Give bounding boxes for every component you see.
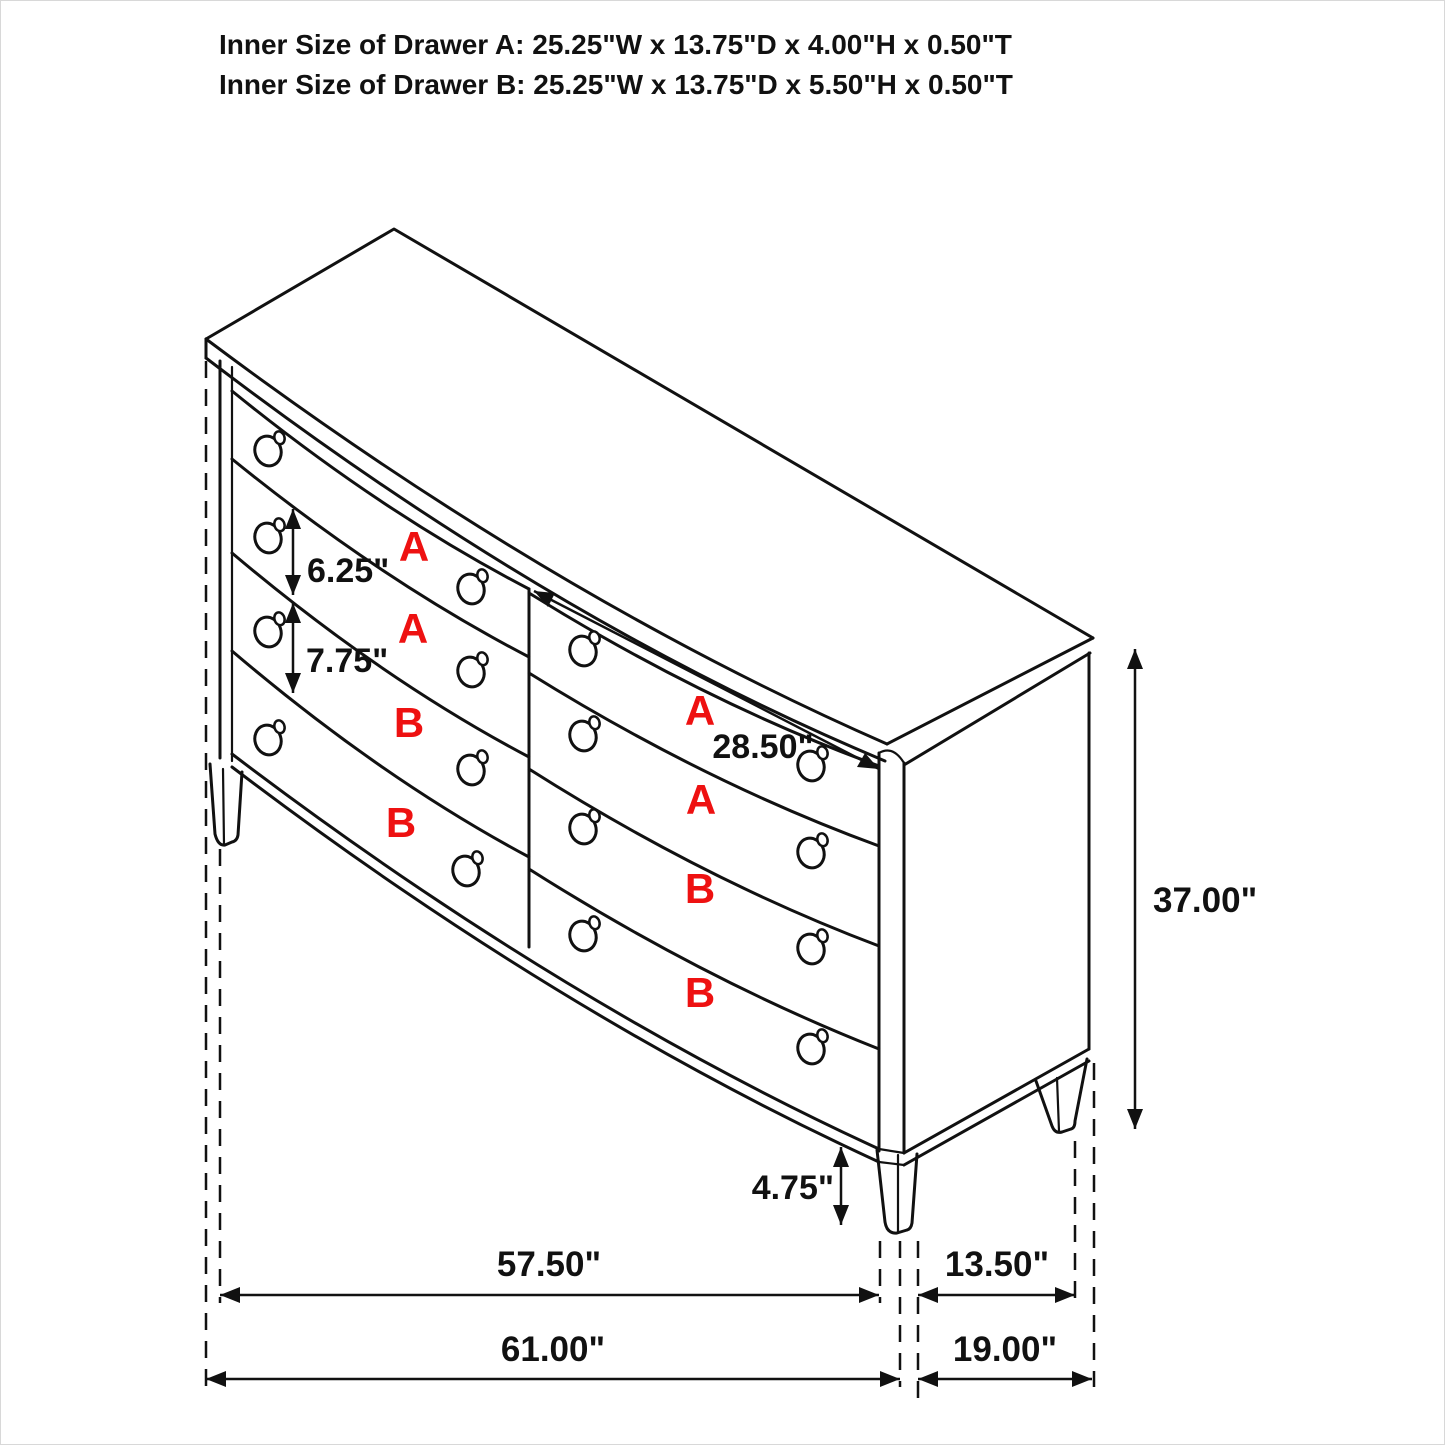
dimension-label: 4.75" (751, 1169, 834, 1207)
drawer-knob (454, 651, 495, 690)
arrowhead-left (918, 1287, 938, 1303)
drawer-knob (449, 850, 490, 889)
arrowhead-up (833, 1147, 849, 1167)
side-panel (904, 653, 1089, 1165)
right-drawer-2-label: A (685, 776, 717, 823)
dresser-top (206, 229, 1093, 765)
arrowhead-left (918, 1371, 938, 1387)
back-right-leg (1036, 1059, 1087, 1132)
arrowhead-right (1055, 1287, 1075, 1303)
arrowhead-right (1072, 1371, 1092, 1387)
drawer-knob (566, 915, 607, 954)
dimension-drawer-b-height (285, 603, 388, 693)
drawer-knob (251, 517, 292, 556)
dimension-leg-height (752, 1147, 849, 1225)
drawer-knob (566, 715, 607, 754)
dresser-dimension-diagram (1, 1, 1445, 1445)
left-drawer-1-label: A (398, 523, 430, 570)
dimension-label: 28.50" (712, 728, 814, 766)
dimension-label: 7.75" (306, 642, 389, 680)
title-line-2: Inner Size of Drawer B: 25.25"W x 13.75"D x 5.50"H x 0.50"T (219, 69, 1013, 100)
left-drawer-3-label: B (393, 699, 425, 746)
arrowhead-left (206, 1371, 226, 1387)
arrowhead-down (1127, 1109, 1143, 1129)
arrowhead-right (880, 1371, 900, 1387)
arrowhead-down (833, 1205, 849, 1225)
arrowhead-down (285, 575, 301, 595)
right-drawer-1-label: A (684, 687, 716, 734)
bottom-rail-corner (879, 1149, 904, 1165)
dimension-label: 61.00" (500, 1330, 606, 1369)
dimension-overall-width (206, 1330, 900, 1387)
drawer-knob (251, 719, 292, 758)
title-line-1: Inner Size of Drawer A: 25.25"W x 13.75"D x 4.00"H x 0.50"T (219, 29, 1012, 60)
dimension-front-leg-span (220, 1245, 879, 1303)
dimension-label: 37.00" (1153, 881, 1258, 920)
arrowhead-down (285, 673, 301, 693)
drawer-knob (454, 568, 495, 607)
dimension-label: 19.00" (952, 1330, 1058, 1369)
extension-lines (206, 361, 1094, 1399)
right-drawer-3-label: B (684, 865, 716, 912)
top-right-edge (887, 638, 1093, 744)
front-left-leg-edge (223, 769, 224, 845)
dimension-overall-depth (918, 1330, 1092, 1387)
drawer-knob (794, 1028, 835, 1067)
bottom-rail-top (232, 754, 879, 1149)
drawer-knob (251, 430, 292, 469)
top-band-right (904, 653, 1090, 765)
back-right-leg-edge (1057, 1078, 1059, 1131)
side-panel-bottom-top (904, 1049, 1089, 1153)
drawer-knob (251, 611, 292, 650)
drawer-knob (454, 749, 495, 788)
dimension-label: 13.50" (944, 1245, 1050, 1284)
title-block (219, 29, 1013, 100)
dimension-label: 57.50" (496, 1245, 602, 1284)
arrowhead-up (1127, 649, 1143, 669)
side-panel-bottom-bottom (904, 1061, 1089, 1165)
front-left-leg (210, 764, 242, 845)
left-drawer-4-label: B (385, 799, 417, 846)
dimension-label: 6.25" (307, 552, 390, 590)
right-drawer-4-label: B (684, 969, 716, 1016)
arrowhead-left (220, 1287, 240, 1303)
drawer-knob (794, 832, 835, 871)
dimension-side-leg-span (918, 1245, 1075, 1303)
left-drawer-2-label: A (397, 605, 429, 652)
arrowhead-right (859, 1287, 879, 1303)
dimension-overall-height (1127, 649, 1257, 1129)
drawer-knob (794, 928, 835, 967)
dimension-drawer-a-height (285, 509, 389, 595)
